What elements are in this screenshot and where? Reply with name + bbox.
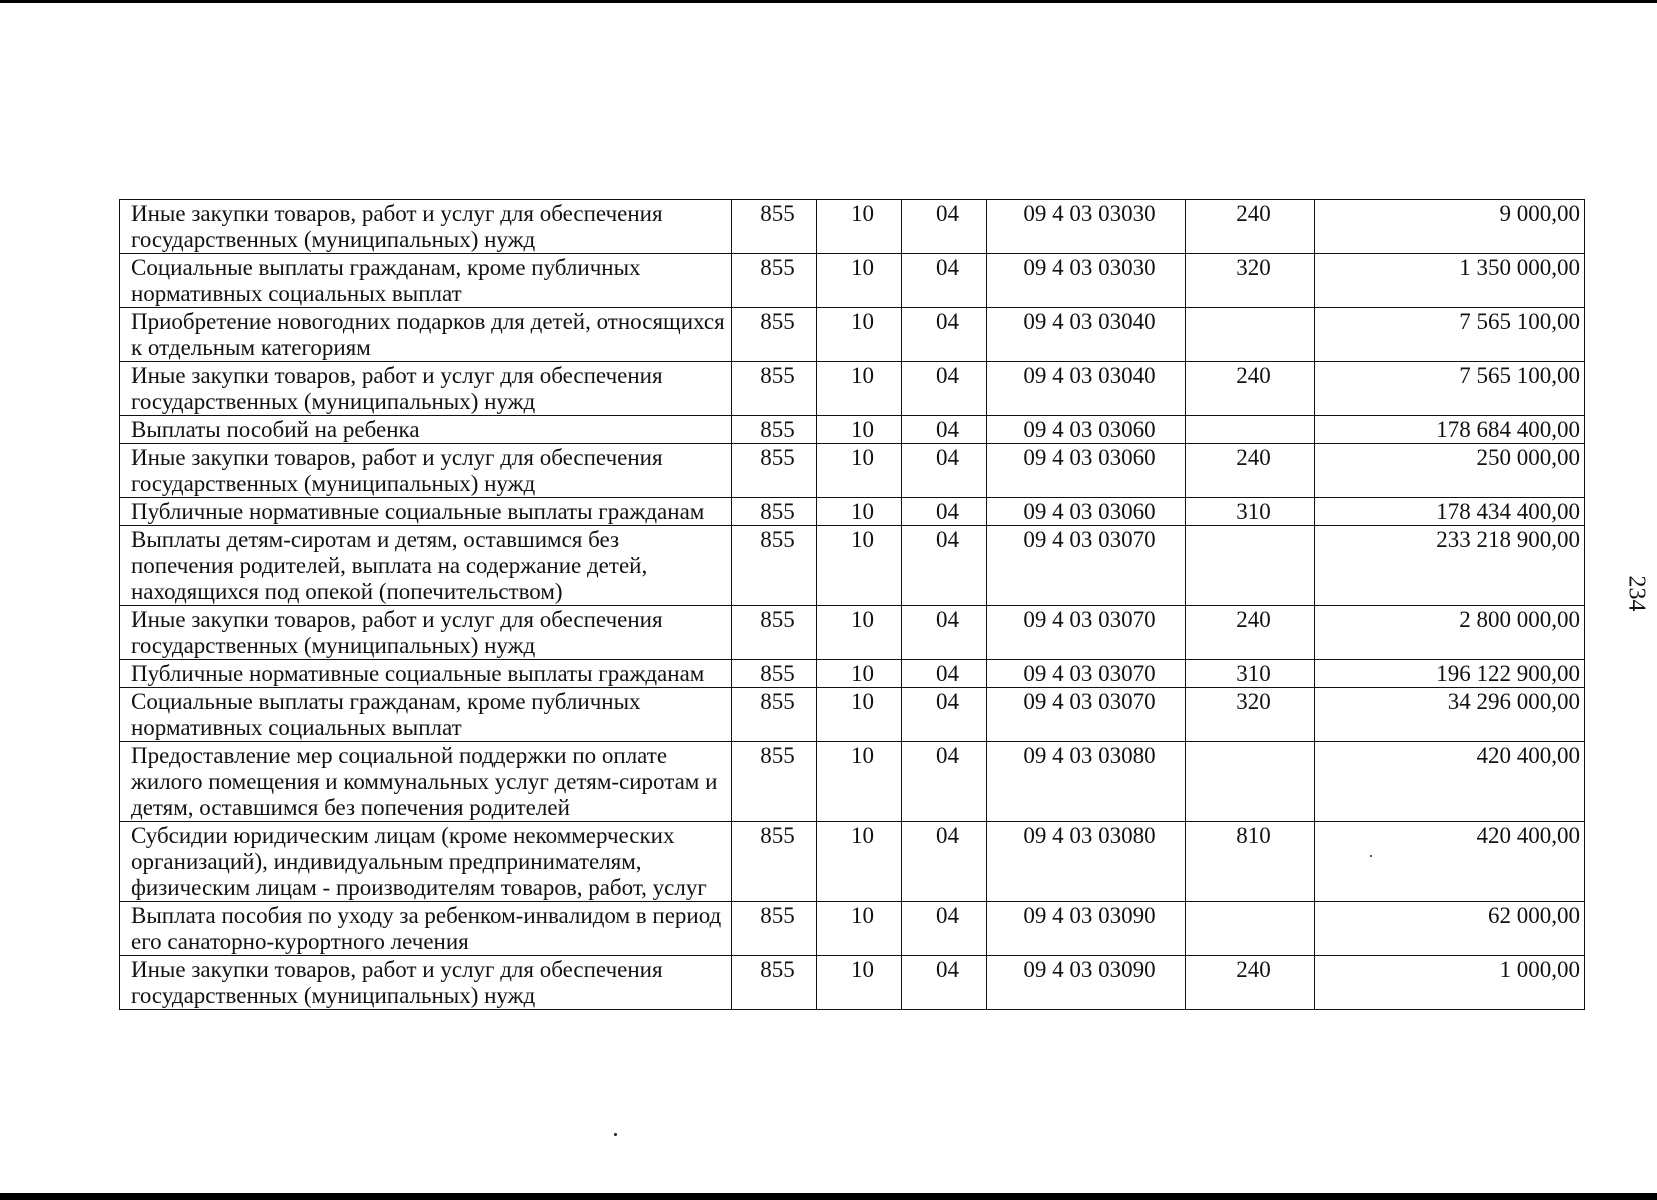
row-section-cell: 10: [817, 822, 902, 902]
row-expense-type-cell: 310: [1186, 660, 1315, 688]
scan-edge-top: [0, 0, 1657, 3]
row-name-cell: Приобретение новогодних подарков для детей, относящихся к отдельным категориям: [120, 308, 732, 362]
row-amount-cell: 2 800 000,00: [1315, 606, 1585, 660]
row-section-cell: 10: [817, 200, 902, 254]
row-ministry-code-cell: 855: [732, 688, 817, 742]
row-name-cell: Социальные выплаты гражданам, кроме публичных нормативных социальных выплат: [120, 254, 732, 308]
row-section-cell: 10: [817, 308, 902, 362]
row-subsection-cell: 04: [902, 606, 987, 660]
scan-speck: [614, 1133, 617, 1136]
row-target-item-cell: 09 4 03 03060: [987, 498, 1186, 526]
row-target-item-cell: 09 4 03 03090: [987, 956, 1186, 1010]
table-row: [120, 362, 1585, 416]
scan-speck: [1370, 855, 1372, 857]
row-subsection-cell: 04: [902, 254, 987, 308]
row-name-cell: Выплата пособия по уходу за ребенком-инвалидом в период его санаторно-курортного лечения: [120, 902, 732, 956]
row-ministry-code-cell: 855: [732, 444, 817, 498]
row-section-cell: 10: [817, 254, 902, 308]
row-expense-type-cell: 240: [1186, 200, 1315, 254]
row-target-item-cell: 09 4 03 03070: [987, 660, 1186, 688]
row-name-cell: Предоставление мер социальной поддержки по оплате жилого помещения и коммунальных услуг детям-сиротам и детям, оставшимся без попечения родителей: [120, 742, 732, 822]
row-name-cell: Иные закупки товаров, работ и услуг для обеспечения государственных (муниципальных) нужд: [120, 362, 732, 416]
table-row: [120, 822, 1585, 902]
budget-table: [119, 199, 1585, 1010]
row-ministry-code-cell: 855: [732, 200, 817, 254]
row-amount-cell: 250 000,00: [1315, 444, 1585, 498]
row-amount-cell: 1 000,00: [1315, 956, 1585, 1010]
row-subsection-cell: 04: [902, 742, 987, 822]
row-target-item-cell: 09 4 03 03030: [987, 200, 1186, 254]
row-subsection-cell: 04: [902, 444, 987, 498]
row-expense-type-cell: 810: [1186, 822, 1315, 902]
row-subsection-cell: 04: [902, 688, 987, 742]
row-section-cell: 10: [817, 444, 902, 498]
row-subsection-cell: 04: [902, 308, 987, 362]
table-row: [120, 526, 1585, 606]
row-name-cell: Иные закупки товаров, работ и услуг для обеспечения государственных (муниципальных) нужд: [120, 606, 732, 660]
row-section-cell: 10: [817, 606, 902, 660]
row-ministry-code-cell: 855: [732, 498, 817, 526]
row-amount-cell: 62 000,00: [1315, 902, 1585, 956]
table-row: [120, 498, 1585, 526]
row-section-cell: 10: [817, 742, 902, 822]
row-expense-type-cell: [1186, 308, 1315, 362]
row-expense-type-cell: 310: [1186, 498, 1315, 526]
row-expense-type-cell: 240: [1186, 444, 1315, 498]
row-name-cell: Иные закупки товаров, работ и услуг для обеспечения государственных (муниципальных) нужд: [120, 956, 732, 1010]
row-section-cell: 10: [817, 660, 902, 688]
table-row: [120, 742, 1585, 822]
row-target-item-cell: 09 4 03 03080: [987, 742, 1186, 822]
row-expense-type-cell: [1186, 742, 1315, 822]
row-amount-cell: 7 565 100,00: [1315, 308, 1585, 362]
table-row: [120, 956, 1585, 1010]
row-amount-cell: 7 565 100,00: [1315, 362, 1585, 416]
row-amount-cell: 420 400,00: [1315, 742, 1585, 822]
page-number: 234: [1623, 575, 1650, 612]
row-name-cell: Социальные выплаты гражданам, кроме публичных нормативных социальных выплат: [120, 688, 732, 742]
row-expense-type-cell: [1186, 902, 1315, 956]
row-amount-cell: 233 218 900,00: [1315, 526, 1585, 606]
row-subsection-cell: 04: [902, 902, 987, 956]
row-section-cell: 10: [817, 956, 902, 1010]
row-ministry-code-cell: 855: [732, 822, 817, 902]
row-name-cell: Публичные нормативные социальные выплаты гражданам: [120, 660, 732, 688]
row-subsection-cell: 04: [902, 526, 987, 606]
row-expense-type-cell: 240: [1186, 956, 1315, 1010]
row-name-cell: Выплаты пособий на ребенка: [120, 416, 732, 444]
row-section-cell: 10: [817, 688, 902, 742]
row-ministry-code-cell: 855: [732, 606, 817, 660]
row-subsection-cell: 04: [902, 416, 987, 444]
row-subsection-cell: 04: [902, 498, 987, 526]
row-amount-cell: 34 296 000,00: [1315, 688, 1585, 742]
row-subsection-cell: 04: [902, 660, 987, 688]
row-amount-cell: 178 434 400,00: [1315, 498, 1585, 526]
row-expense-type-cell: 240: [1186, 362, 1315, 416]
table-row: [120, 416, 1585, 444]
row-amount-cell: 9 000,00: [1315, 200, 1585, 254]
table-row: [120, 902, 1585, 956]
row-expense-type-cell: [1186, 416, 1315, 444]
table-row: [120, 254, 1585, 308]
row-section-cell: 10: [817, 902, 902, 956]
row-subsection-cell: 04: [902, 362, 987, 416]
row-expense-type-cell: 320: [1186, 688, 1315, 742]
row-ministry-code-cell: 855: [732, 362, 817, 416]
row-amount-cell: 1 350 000,00: [1315, 254, 1585, 308]
row-ministry-code-cell: 855: [732, 902, 817, 956]
table-row: [120, 606, 1585, 660]
table-row: [120, 444, 1585, 498]
table-row: [120, 308, 1585, 362]
row-ministry-code-cell: 855: [732, 526, 817, 606]
row-name-cell: Субсидии юридическим лицам (кроме некоммерческих организаций), индивидуальным предпринимателям, физическим лицам - производителям товаров, работ, услуг: [120, 822, 732, 902]
row-expense-type-cell: 320: [1186, 254, 1315, 308]
table-row: [120, 200, 1585, 254]
row-target-item-cell: 09 4 03 03070: [987, 526, 1186, 606]
row-section-cell: 10: [817, 416, 902, 444]
row-ministry-code-cell: 855: [732, 254, 817, 308]
budget-table-body: [120, 200, 1585, 1010]
row-section-cell: 10: [817, 362, 902, 416]
row-ministry-code-cell: 855: [732, 956, 817, 1010]
row-target-item-cell: 09 4 03 03070: [987, 606, 1186, 660]
row-amount-cell: 420 400,00: [1315, 822, 1585, 902]
row-ministry-code-cell: 855: [732, 308, 817, 362]
row-ministry-code-cell: 855: [732, 416, 817, 444]
row-ministry-code-cell: 855: [732, 742, 817, 822]
row-target-item-cell: 09 4 03 03080: [987, 822, 1186, 902]
row-ministry-code-cell: 855: [732, 660, 817, 688]
table-row: [120, 660, 1585, 688]
row-name-cell: Иные закупки товаров, работ и услуг для обеспечения государственных (муниципальных) нужд: [120, 200, 732, 254]
scan-edge-bottom: [0, 1193, 1657, 1200]
row-subsection-cell: 04: [902, 200, 987, 254]
row-amount-cell: 196 122 900,00: [1315, 660, 1585, 688]
row-expense-type-cell: [1186, 526, 1315, 606]
row-target-item-cell: 09 4 03 03040: [987, 308, 1186, 362]
row-section-cell: 10: [817, 526, 902, 606]
row-subsection-cell: 04: [902, 956, 987, 1010]
row-target-item-cell: 09 4 03 03030: [987, 254, 1186, 308]
row-expense-type-cell: 240: [1186, 606, 1315, 660]
row-amount-cell: 178 684 400,00: [1315, 416, 1585, 444]
row-target-item-cell: 09 4 03 03060: [987, 416, 1186, 444]
row-target-item-cell: 09 4 03 03090: [987, 902, 1186, 956]
row-subsection-cell: 04: [902, 822, 987, 902]
row-name-cell: Публичные нормативные социальные выплаты гражданам: [120, 498, 732, 526]
table-row: [120, 688, 1585, 742]
row-section-cell: 10: [817, 498, 902, 526]
row-target-item-cell: 09 4 03 03040: [987, 362, 1186, 416]
row-target-item-cell: 09 4 03 03060: [987, 444, 1186, 498]
row-target-item-cell: 09 4 03 03070: [987, 688, 1186, 742]
row-name-cell: Иные закупки товаров, работ и услуг для обеспечения государственных (муниципальных) нужд: [120, 444, 732, 498]
row-name-cell: Выплаты детям-сиротам и детям, оставшимся без попечения родителей, выплата на содержание детей, находящихся под опекой (попечительством): [120, 526, 732, 606]
